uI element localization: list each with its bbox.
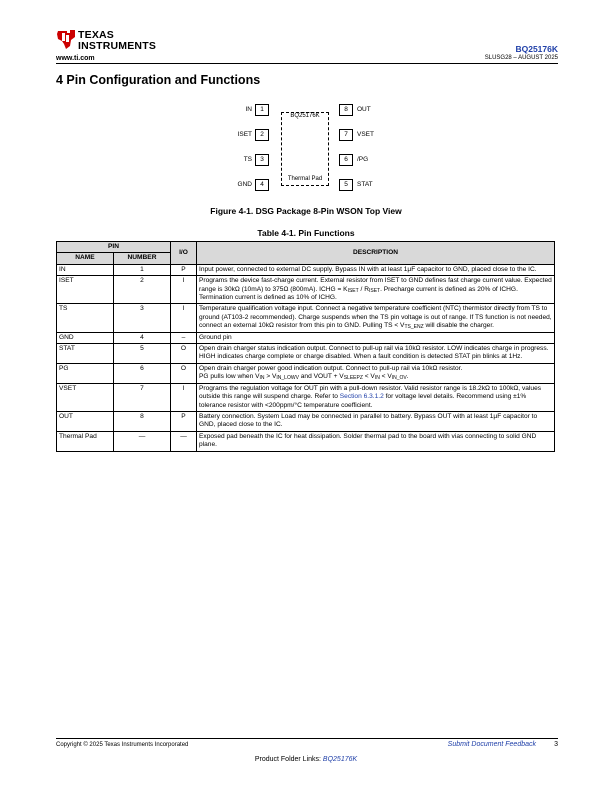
header-io: I/O bbox=[171, 242, 197, 265]
document-id: SLUSG28 – AUGUST 2025 bbox=[484, 55, 558, 61]
package-label: BQ25176K bbox=[290, 113, 320, 119]
pin-io: P bbox=[171, 411, 197, 431]
pin-name: GND bbox=[57, 332, 114, 343]
pin-box-5: 5 bbox=[339, 179, 353, 191]
pin-label-vset: VSET bbox=[357, 131, 374, 138]
header-divider bbox=[56, 63, 558, 64]
pin-name: STAT bbox=[57, 344, 114, 364]
footer-divider bbox=[56, 738, 558, 739]
folder-label: Product Folder Links: bbox=[254, 756, 323, 763]
table-row bbox=[57, 304, 555, 332]
pin-box-7: 7 bbox=[339, 129, 353, 141]
thermal-pad-label: Thermal Pad bbox=[287, 176, 323, 182]
pin-name: PG bbox=[57, 363, 114, 383]
figure-caption: Figure 4-1. DSG Package 8-Pin WSON Top View bbox=[210, 206, 402, 216]
pin-number: 1 bbox=[114, 264, 171, 275]
pin-name: VSET bbox=[57, 383, 114, 411]
pin-io: – bbox=[171, 332, 197, 343]
table-row bbox=[57, 383, 555, 411]
table-caption: Table 4-1. Pin Functions bbox=[257, 228, 355, 238]
pin-description: Temperature qualification voltage input. Connect a negative temperature coefficient (NTC) thermistor directly from TS to ground (AT103-2 recommended). Charge suspends when the TS pin voltage is out of range. If TS function is not needed, connect an external 10kΩ resistor from this pin to GND. Pulling TS < $V_{TS\_ENZ}$ will disable the charger. bbox=[197, 304, 555, 332]
pin-description: Input power, connected to external DC supply. Bypass IN with at least 1µF capacitor to GND, placed close to the IC. bbox=[197, 264, 555, 275]
section-link[interactable]: Section 6.3.1.2 bbox=[339, 393, 384, 401]
pin-functions-table bbox=[56, 241, 555, 452]
page-number: 3 bbox=[554, 741, 558, 748]
pin-io: O bbox=[171, 344, 197, 364]
pin-box-8: 8 bbox=[339, 104, 353, 116]
pin-box-1: 1 bbox=[255, 104, 269, 116]
pin-io: I bbox=[171, 304, 197, 332]
pin-name: TS bbox=[57, 304, 114, 332]
brand-line1: TEXAS bbox=[78, 29, 115, 41]
pin-label-pg: /PG bbox=[357, 156, 369, 163]
pin-description: Programs the device fast-charge current. External resistor from ISET to GND defines fast charge current value. Expected range is 30kΩ (10mA) to 375Ω (800mA). ICHG = $K_{ISET} / R_{ISET}$. Precharge current is defined as 20% of ICHG. Termination current is defined as 10% of ICHG. bbox=[197, 276, 555, 304]
submit-feedback-link[interactable]: Submit Document Feedback bbox=[447, 741, 536, 748]
table-row bbox=[57, 411, 555, 431]
brand-line2: INSTRUMENTS bbox=[78, 40, 157, 52]
pin-label-out: OUT bbox=[357, 106, 371, 113]
header-number: NUMBER bbox=[114, 253, 171, 264]
table-row bbox=[57, 264, 555, 275]
pin-description: Programs the regulation voltage for OUT pin with a pull-down resistor. Valid resistor range is 18.2kΩ to 100kΩ, values outside this range will suspend charge. Refer to Section 6.3.1.2 for voltage level details. Recommend using ±1% tolerance resistor with <200ppm/°C temperature coefficient. bbox=[197, 383, 555, 411]
pin-io: I bbox=[171, 383, 197, 411]
pin-label-stat: STAT bbox=[357, 181, 373, 188]
pin-box-3: 3 bbox=[255, 154, 269, 166]
pin-label-in: IN bbox=[245, 106, 252, 113]
pin-number: 4 bbox=[114, 332, 171, 343]
pin-label-ts: TS bbox=[243, 156, 252, 163]
pin-number: 5 bbox=[114, 344, 171, 364]
part-number-link[interactable]: BQ25176K bbox=[515, 44, 558, 54]
pin-io: O bbox=[171, 363, 197, 383]
header-pin: PIN bbox=[57, 242, 171, 253]
copyright: Copyright © 2025 Texas Instruments Incorporated bbox=[56, 742, 189, 748]
section-title: 4 Pin Configuration and Functions bbox=[56, 73, 261, 87]
table-row bbox=[57, 363, 555, 383]
pin-number: 3 bbox=[114, 304, 171, 332]
pin-number: 2 bbox=[114, 276, 171, 304]
pin-description: Ground pin bbox=[197, 332, 555, 343]
header-name: NAME bbox=[57, 253, 114, 264]
header-description: DESCRIPTION bbox=[197, 242, 555, 265]
pin-name: Thermal Pad bbox=[57, 431, 114, 451]
product-folder-link[interactable]: BQ25176K bbox=[322, 756, 358, 763]
table-row bbox=[57, 332, 555, 343]
pin-number: 8 bbox=[114, 411, 171, 431]
pin-number: 7 bbox=[114, 383, 171, 411]
site-url[interactable]: www.ti.com bbox=[56, 55, 95, 62]
pin-io: — bbox=[171, 431, 197, 451]
table-row bbox=[57, 276, 555, 304]
pin-description: Open drain charger power good indication output. Connect to pull-up rail via 10kΩ resistor. PG pulls low when $V_{IN} > V_{IN\_LOWV}$ and VOUT + $V_{SLEEPZ} < V_{IN} < V_{IN\_OV}$. bbox=[197, 363, 555, 383]
ti-logo-icon bbox=[56, 28, 76, 50]
pin-name: IN bbox=[57, 264, 114, 275]
pin-name: ISET bbox=[57, 276, 114, 304]
product-folder-links bbox=[56, 756, 556, 763]
pin-io: P bbox=[171, 264, 197, 275]
pin-box-6: 6 bbox=[339, 154, 353, 166]
pin-label-gnd: GND bbox=[237, 181, 252, 188]
pin-number: — bbox=[114, 431, 171, 451]
package-outline bbox=[281, 112, 329, 186]
pin-box-2: 2 bbox=[255, 129, 269, 141]
pin-label-iset: ISET bbox=[237, 131, 252, 138]
pin-number: 6 bbox=[114, 363, 171, 383]
pin-box-4: 4 bbox=[255, 179, 269, 191]
pin-name: OUT bbox=[57, 411, 114, 431]
table-row bbox=[57, 431, 555, 451]
pin-description: Exposed pad beneath the IC for heat dissipation. Solder thermal pad to the board with vias connecting to solid GND plane. bbox=[197, 431, 555, 451]
pin-description: Open drain charger status indication output. Connect to pull-up rail via 10kΩ resistor. LOW indicates charge in progress. HIGH indicates charge complete or charge disabled. When a fault condition is detected STAT pin blinks at 1Hz. bbox=[197, 344, 555, 364]
pin-io: I bbox=[171, 276, 197, 304]
table-row bbox=[57, 344, 555, 364]
pin-description: Battery connection. System Load may be connected in parallel to battery. Bypass OUT with at least 1µF capacitor to GND, placed close to the IC. bbox=[197, 411, 555, 431]
